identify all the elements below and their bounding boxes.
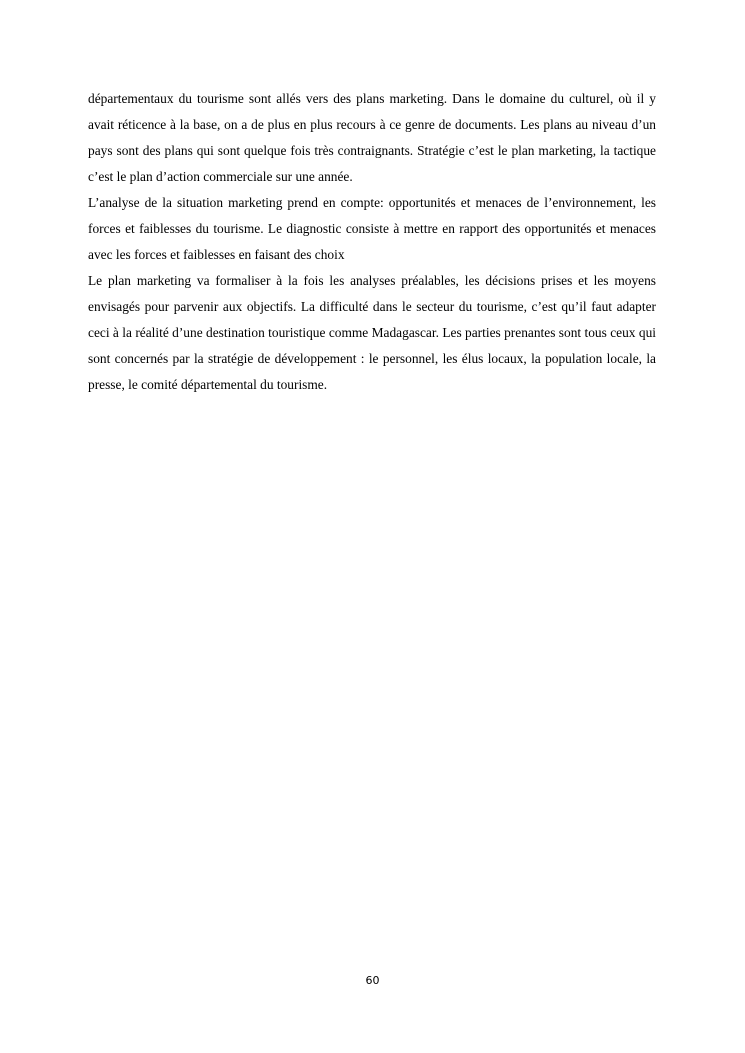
paragraph-situation-analysis: L’analyse de la situation marketing prend en compte: opportunités et menaces de l’environnement, les forces et faiblesses du tourisme. Le diagnostic consiste à mettre en rapport des opportunités et menaces avec les forces et faiblesses en faisant des choix xyxy=(88,195,656,262)
paragraph-marketing-plans: départementaux du tourisme sont allés vers des plans marketing. Dans le domaine du culturel, où il y avait réticence à la base, on a de plus en plus recours à ce genre de documents. Les plans au niveau d’un pays sont des plans qui sont quelque fois très contraignants. Stratégie c’est le plan marketing, la tactique c’est le plan d’action commerciale sur une année. xyxy=(88,91,656,184)
body-text xyxy=(88,86,656,398)
paragraph-plan-formalisation: Le plan marketing va formaliser à la fois les analyses préalables, les décisions prises et les moyens envisagés pour parvenir aux objectifs. La difficulté dans le secteur du tourisme, c’est qu’il faut adapter ceci à la réalité d’une destination touristique comme Madagascar. Les parties prenantes sont tous ceux qui sont concernés par la stratégie de développement : le personnel, les élus locaux, la population locale, la presse, le comité départemental du tourisme. xyxy=(88,273,656,392)
page-number: 60 xyxy=(365,974,380,987)
